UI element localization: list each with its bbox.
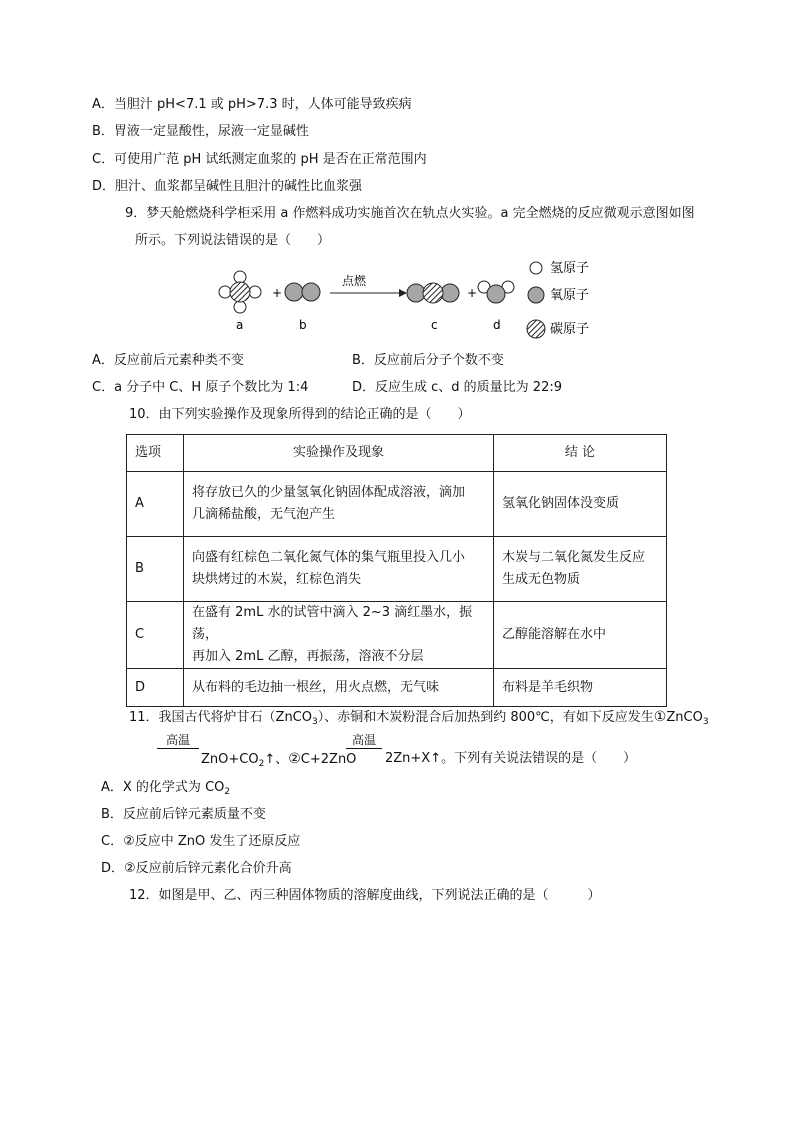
operation-line: 从布料的毛边抽一根丝，用火点燃，无气味 (192, 679, 440, 695)
operation-line: 再加入 2mL 乙醇，再振荡，溶液不分层 (192, 649, 424, 664)
q11-option-d: D．②反应前后锌元素化合价升高 (101, 861, 292, 876)
condition-label: 高温 (351, 733, 376, 747)
conclusion-line: 乙醇能溶解在水中 (502, 627, 607, 642)
header-option: 选项 (127, 435, 184, 472)
label-a: a (236, 318, 244, 332)
q10-table (126, 434, 667, 707)
row-operation (184, 537, 494, 602)
table-header-row (127, 435, 667, 472)
conclusion-line: 生成无色物质 (502, 572, 581, 587)
legend-carbon: 碳原子 (550, 322, 590, 337)
molecule-c (407, 283, 459, 303)
q8-option-b: B．胃液一定显酸性，尿液一定显碱性 (92, 124, 309, 139)
row-conclusion (494, 537, 667, 602)
operation-line: 在盛有 2mL 水的试管中滴入 2~3 滴红墨水，振荡， (192, 605, 473, 642)
circled-number-1: ① (653, 709, 667, 725)
q9-option-d: D．反应生成 c、d 的质量比为 22:9 (352, 380, 562, 395)
q11-equation-2-product: 2Zn+X↑。下列有关说法错误的是（ ） (385, 751, 637, 766)
reactant-c-zno: C+2ZnO (300, 752, 357, 767)
subscript: 2 (258, 759, 265, 769)
q9-stem-line2: 所示。下列说法错误的是（ ） (135, 233, 331, 248)
q9-option-b: B．反应前后分子个数不变 (352, 353, 504, 368)
gas-arrow: ↑、 (264, 752, 289, 767)
q9-option-c: C．a 分子中 C、H 原子个数比为 1:4 (92, 380, 309, 395)
row-conclusion (494, 472, 667, 537)
arrow-head (399, 289, 407, 297)
table-row (127, 537, 667, 602)
operation-line: 将存放已久的少量氢氧化钠固体配成溶液，滴加 (192, 485, 466, 500)
row-operation (184, 472, 494, 537)
molecule-b (285, 283, 320, 301)
q11-stem-text: 11．我国古代将炉甘石（ZnCO (129, 710, 312, 725)
condition-bar (157, 748, 199, 749)
option-text: A．X 的化学式为 CO (101, 780, 225, 795)
q11-option-c: C．②反应中 ZnO 发生了还原反应 (101, 834, 301, 849)
operation-line: 块烘烤过的木炭，红棕色消失 (192, 572, 362, 587)
legend-oxygen-swatch (528, 287, 544, 303)
legend-hydrogen: 氢原子 (550, 261, 590, 276)
row-option: C (127, 602, 184, 669)
subscript: 2 (224, 787, 231, 797)
q11-stem (129, 709, 709, 726)
table-row (127, 669, 667, 707)
row-option: B (127, 537, 184, 602)
legend-carbon-swatch (527, 320, 545, 338)
table-row (127, 602, 667, 669)
condition-label: 高温 (165, 733, 190, 747)
row-conclusion (494, 602, 667, 669)
q12-stem: 12．如图是甲、乙、丙三种固体物质的溶解度曲线，下列说法正确的是（ ） (129, 888, 601, 903)
legend (527, 261, 589, 338)
operation-line: 几滴稀盐酸，无气泡产生 (192, 507, 336, 522)
row-option: D (127, 669, 184, 707)
label-c: c (431, 318, 438, 332)
subscript: 3 (312, 717, 318, 727)
q9-option-a: A．反应前后元素种类不变 (92, 353, 244, 368)
q11-option-a (101, 780, 230, 796)
q9-reaction-diagram (205, 255, 625, 343)
operation-line: 向盛有红棕色二氧化氮气体的集气瓶里投入几小 (192, 550, 466, 565)
q9-stem-line1: 9．梦天舱燃烧科学柜采用 a 作燃料成功实施首次在轨点火实验。a 完全燃烧的反应微观示意图如图 (125, 206, 695, 221)
row-conclusion (494, 669, 667, 707)
table-row (127, 472, 667, 537)
molecule-d (478, 281, 514, 303)
conclusion-line: 氢氧化钠固体没变质 (502, 496, 620, 511)
q11-stem-text: ）、赤铜和木炭粉混合后加热到约 800℃，有如下反应发生 (317, 710, 654, 725)
header-conclusion: 结 论 (494, 435, 667, 472)
q11-option-b: B．反应前后锌元素质量不变 (101, 807, 266, 822)
row-operation (184, 602, 494, 669)
q10-stem: 10．由下列实验操作及现象所得到的结论正确的是（ ） (129, 407, 471, 422)
label-b: b (299, 318, 307, 332)
plus-sign: + (272, 286, 283, 300)
row-operation (184, 669, 494, 707)
circled-number-2: ② (288, 751, 301, 767)
subscript: 3 (702, 717, 709, 727)
header-operation: 实验操作及现象 (184, 435, 494, 472)
q8-option-a: A．当胆汁 pH<7.1 或 pH>7.3 时，人体可能导致疾病 (92, 97, 412, 112)
label-d: d (493, 318, 501, 332)
reactant-znco3: ZnCO (666, 710, 703, 725)
row-option: A (127, 472, 184, 537)
plus-sign: + (467, 286, 478, 300)
conclusion-line: 布料是羊毛织物 (502, 679, 594, 695)
legend-oxygen: 氧原子 (550, 288, 590, 303)
product-zno-co2: ZnO+CO (201, 752, 259, 767)
q8-option-c: C．可使用广范 pH 试纸测定血浆的 pH 是否在正常范围内 (92, 152, 427, 167)
q11-equations (201, 751, 356, 768)
q8-option-d: D．胆汁、血浆都呈碱性且胆汁的碱性比血浆强 (92, 179, 363, 194)
conclusion-line: 木炭与二氧化氮发生反应 (502, 550, 646, 565)
legend-hydrogen-swatch (530, 262, 542, 274)
molecule-a (219, 271, 261, 313)
reaction-condition: 点燃 (342, 274, 367, 288)
condition-bar (346, 748, 382, 749)
